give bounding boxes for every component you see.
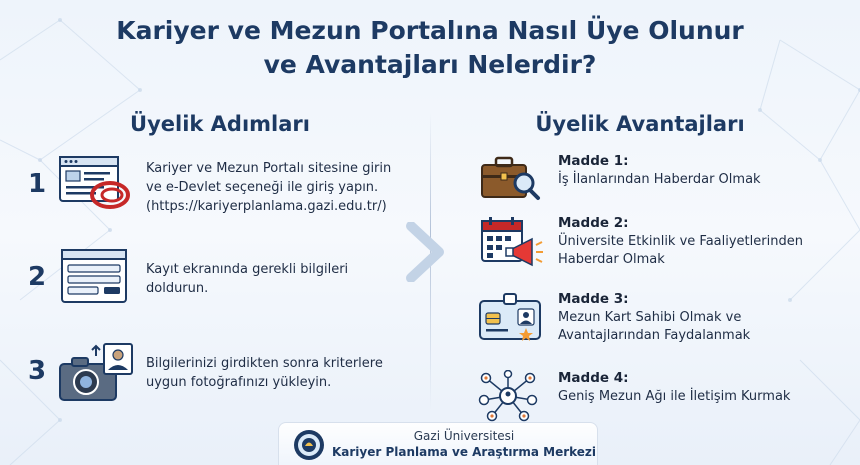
benefit-text	[558, 171, 838, 189]
step-text-line: ve e-Devlet seçeneği ile giriş yapın.	[146, 180, 379, 195]
benefit-text-line: Üniversite Etkinlik ve Faaliyetlerinden	[558, 234, 803, 249]
benefit-3	[478, 291, 848, 355]
id-card-icon	[478, 291, 544, 343]
step-number: 1	[28, 169, 47, 199]
footer	[278, 422, 598, 465]
benefit-text	[558, 233, 838, 269]
benefit-text	[558, 388, 838, 406]
university-seal-icon	[293, 429, 325, 461]
network-icon	[478, 370, 538, 422]
benefit-text	[558, 309, 838, 345]
page-title	[0, 14, 860, 82]
step-text	[146, 354, 426, 392]
browser-login-icon	[58, 155, 134, 213]
benefits-section-title: Üyelik Avantajları	[535, 112, 745, 136]
step-2	[28, 248, 418, 318]
benefit-1	[478, 153, 848, 217]
footer-center-name: Kariyer Planlama ve Araştırma Merkezi	[331, 445, 597, 459]
step-text	[146, 260, 426, 298]
benefit-title: Madde 2:	[558, 215, 629, 231]
camera-upload-icon	[58, 340, 138, 404]
benefit-text-line: Geniş Mezun Ağı ile İletişim Kurmak	[558, 389, 791, 404]
briefcase-search-icon	[478, 153, 544, 203]
benefit-title: Madde 3:	[558, 291, 629, 307]
step-text-line: doldurun.	[146, 281, 209, 296]
benefit-title: Madde 1:	[558, 153, 629, 169]
benefit-text-line: Haberdar Olmak	[558, 252, 665, 267]
benefit-2	[478, 215, 848, 279]
calendar-megaphone-icon	[478, 215, 548, 271]
step-number: 2	[28, 262, 47, 292]
step-1	[28, 155, 418, 225]
step-text-line: Kayıt ekranında gerekli bilgileri	[146, 262, 349, 277]
footer-university-name: Gazi Üniversitesi	[413, 429, 515, 443]
title-line-2: ve Avantajları Nelerdir?	[263, 50, 597, 79]
step-text-line: uygun fotoğrafınızı yükleyin.	[146, 375, 332, 390]
step-text	[146, 159, 426, 216]
benefit-text-line: İş İlanlarından Haberdar Olmak	[558, 172, 761, 187]
step-text-line: Kariyer ve Mezun Portalı sitesine girin	[146, 161, 392, 176]
benefit-text-line: Avantajlarından Faydalanmak	[558, 328, 751, 343]
title-line-1: Kariyer ve Mezun Portalına Nasıl Üye Olunur	[116, 16, 744, 45]
benefit-title: Madde 4:	[558, 370, 629, 386]
step-text-line: Bilgilerinizi girdikten sonra kriterlere	[146, 356, 383, 371]
steps-section-title: Üyelik Adımları	[130, 112, 310, 136]
step-number: 3	[28, 356, 47, 386]
step-text-line: (https://kariyerplanlama.gazi.edu.tr/)	[146, 199, 387, 214]
form-icon	[58, 248, 134, 306]
benefit-text-line: Mezun Kart Sahibi Olmak ve	[558, 310, 742, 325]
step-3	[28, 340, 418, 410]
